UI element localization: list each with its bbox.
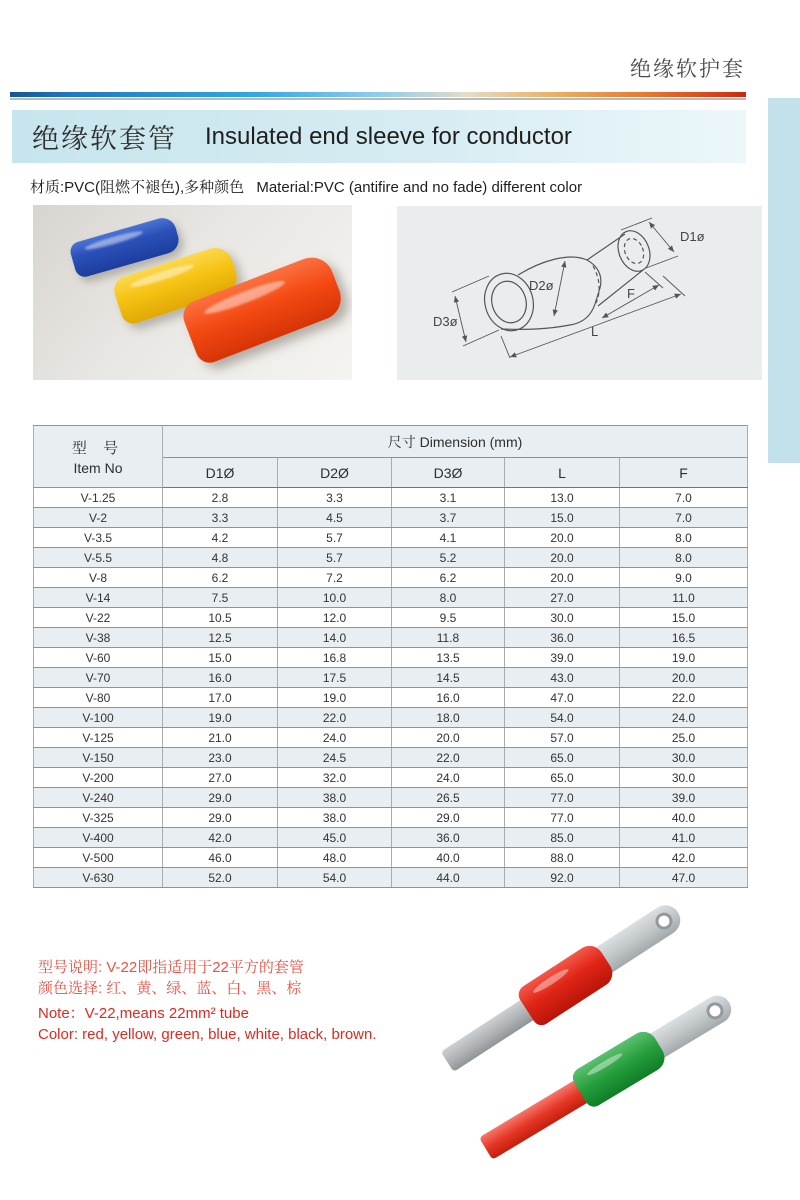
dimension-header: 尺寸 Dimension (mm) (163, 426, 748, 458)
dimension-cell: 4.2 (163, 528, 278, 548)
dimension-cell: 3.3 (163, 508, 278, 528)
dimension-cell: 19.0 (620, 648, 748, 668)
dimension-cell: 42.0 (620, 848, 748, 868)
item-no-cell: V-240 (34, 788, 163, 808)
dimension-cell: 12.5 (163, 628, 278, 648)
gray-divider (10, 98, 746, 100)
dimension-cell: 77.0 (505, 788, 620, 808)
dimension-cell: 39.0 (505, 648, 620, 668)
dimension-cell: 40.0 (392, 848, 505, 868)
note-chinese (38, 957, 304, 999)
table-row (34, 568, 748, 588)
dimension-cell: 7.2 (278, 568, 392, 588)
dimension-cell: 16.8 (278, 648, 392, 668)
dimension-cell: 92.0 (505, 868, 620, 888)
dimension-cell: 9.0 (620, 568, 748, 588)
sleeve-dimension-drawing (397, 206, 762, 380)
diagram-label-f: F (627, 286, 635, 301)
diagram-label-d3: D3ø (433, 314, 458, 329)
dimension-cell: 24.0 (620, 708, 748, 728)
table-row (34, 808, 748, 828)
dimension-cell: 77.0 (505, 808, 620, 828)
dimension-cell: 22.0 (620, 688, 748, 708)
item-no-cell: V-100 (34, 708, 163, 728)
dimension-cell: 29.0 (163, 788, 278, 808)
dimension-cell: 12.0 (278, 608, 392, 628)
dimension-cell: 65.0 (505, 768, 620, 788)
dimension-cell: 4.8 (163, 548, 278, 568)
table-row (34, 748, 748, 768)
dimension-cell: 54.0 (278, 868, 392, 888)
dimension-cell: 26.5 (392, 788, 505, 808)
dimension-cell: 30.0 (505, 608, 620, 628)
dimension-cell: 22.0 (278, 708, 392, 728)
lug-hole (703, 999, 726, 1022)
item-no-cell: V-8 (34, 568, 163, 588)
dimension-cell: 18.0 (392, 708, 505, 728)
item-no-cell: V-70 (34, 668, 163, 688)
dimension-cell: 13.0 (505, 488, 620, 508)
dimension-cell: 16.0 (163, 668, 278, 688)
item-no-cell: V-400 (34, 828, 163, 848)
dimension-cell: 5.7 (278, 548, 392, 568)
gray-cable (441, 998, 538, 1072)
item-no-cell: V-3.5 (34, 528, 163, 548)
dimension-cell: 3.7 (392, 508, 505, 528)
table-row (34, 668, 748, 688)
dimension-cell: 48.0 (278, 848, 392, 868)
dimension-cell: 27.0 (505, 588, 620, 608)
dimension-cell: 7.5 (163, 588, 278, 608)
dimension-cell: 20.0 (505, 548, 620, 568)
item-no-cell: V-2 (34, 508, 163, 528)
table-row (34, 708, 748, 728)
dimension-cell: 16.5 (620, 628, 748, 648)
lug-hole (652, 909, 676, 933)
side-accent-bar (768, 98, 800, 463)
item-no-cell: V-630 (34, 868, 163, 888)
dimension-cell: 20.0 (392, 728, 505, 748)
table-row (34, 528, 748, 548)
item-no-cell: V-150 (34, 748, 163, 768)
item-no-cell: V-22 (34, 608, 163, 628)
dimension-cell: 3.3 (278, 488, 392, 508)
note-cn-line2: 颜色选择: 红、黄、绿、蓝、白、黑、棕 (38, 980, 302, 997)
red-terminal-sleeve (515, 940, 618, 1028)
dimension-cell: 17.5 (278, 668, 392, 688)
dimension-cell: 7.0 (620, 508, 748, 528)
dimension-cell: 17.0 (163, 688, 278, 708)
item-no-header-cn: 型 号 (71, 440, 125, 457)
green-terminal-sleeve (569, 1027, 669, 1110)
table-row (34, 608, 748, 628)
table-row (34, 588, 748, 608)
dimension-cell: 3.1 (392, 488, 505, 508)
dimension-cell: 24.0 (278, 728, 392, 748)
dimension-cell: 11.0 (620, 588, 748, 608)
item-no-cell: V-80 (34, 688, 163, 708)
dimension-cell: 13.5 (392, 648, 505, 668)
dimension-cell: 88.0 (505, 848, 620, 868)
item-no-cell: V-325 (34, 808, 163, 828)
dimension-cell: 24.5 (278, 748, 392, 768)
dimension-cell: 44.0 (392, 868, 505, 888)
dimension-cell: 15.0 (163, 648, 278, 668)
col-header-d1: D1Ø (163, 458, 278, 488)
item-no-header-en: Item No (73, 460, 123, 476)
dimension-cell: 36.0 (392, 828, 505, 848)
dimension-cell: 39.0 (620, 788, 748, 808)
dimension-cell: 46.0 (163, 848, 278, 868)
dimension-cell: 19.0 (163, 708, 278, 728)
col-header-f: F (620, 458, 748, 488)
section-title-cn: 绝缘软套管 (32, 124, 177, 154)
dimension-cell: 20.0 (505, 568, 620, 588)
diagram-label-d1: D1ø (680, 229, 705, 244)
table-row (34, 688, 748, 708)
item-no-cell: V-38 (34, 628, 163, 648)
diagram-label-l: L (591, 324, 599, 339)
dimension-cell: 16.0 (392, 688, 505, 708)
dimension-cell: 4.5 (278, 508, 392, 528)
dimension-cell: 14.5 (392, 668, 505, 688)
dimension-cell: 6.2 (163, 568, 278, 588)
technical-diagram (397, 206, 762, 380)
dimension-cell: 38.0 (278, 808, 392, 828)
table-row (34, 768, 748, 788)
dimension-cell: 5.7 (278, 528, 392, 548)
gradient-divider (10, 92, 746, 97)
table-row (34, 868, 748, 888)
note-cn-line1: 型号说明: V-22即指适用于22平方的套管 (38, 959, 304, 976)
dimension-cell: 20.0 (620, 668, 748, 688)
table-row (34, 648, 748, 668)
dimension-table-container (33, 425, 747, 888)
dimension-cell: 20.0 (505, 528, 620, 548)
dimension-cell: 14.0 (278, 628, 392, 648)
table-row (34, 728, 748, 748)
col-header-d3: D3Ø (392, 458, 505, 488)
dimension-cell: 4.1 (392, 528, 505, 548)
product-photo (33, 205, 352, 380)
dimension-cell: 21.0 (163, 728, 278, 748)
table-row (34, 848, 748, 868)
dimension-cell: 9.5 (392, 608, 505, 628)
item-no-cell: V-200 (34, 768, 163, 788)
item-no-cell: V-14 (34, 588, 163, 608)
dimension-cell: 29.0 (163, 808, 278, 828)
dimension-cell: 43.0 (505, 668, 620, 688)
dimension-cell: 19.0 (278, 688, 392, 708)
item-no-header (34, 426, 163, 488)
dimension-table (33, 425, 748, 888)
dimension-cell: 10.5 (163, 608, 278, 628)
dimension-cell: 15.0 (620, 608, 748, 628)
note-en-line1: Note：V-22,means 22mm² tube (38, 1005, 249, 1022)
dimension-cell: 47.0 (620, 868, 748, 888)
item-no-cell: V-60 (34, 648, 163, 668)
table-row (34, 488, 748, 508)
section-title-en: Insulated end sleeve for conductor (205, 122, 572, 150)
dimension-cell: 15.0 (505, 508, 620, 528)
col-header-d2: D2Ø (278, 458, 392, 488)
dimension-cell: 22.0 (392, 748, 505, 768)
dimension-cell: 24.0 (392, 768, 505, 788)
dimension-cell: 42.0 (163, 828, 278, 848)
dimension-cell: 29.0 (392, 808, 505, 828)
dimension-cell: 85.0 (505, 828, 620, 848)
page-category-title: 绝缘软护套 (630, 58, 745, 81)
red-cable (479, 1078, 591, 1160)
dimension-cell: 45.0 (278, 828, 392, 848)
material-cn: 材质:PVC(阻燃不褪色),多种颜色 (30, 179, 245, 196)
dimension-cell: 2.8 (163, 488, 278, 508)
table-row (34, 508, 748, 528)
dimension-cell: 6.2 (392, 568, 505, 588)
dimension-cell: 54.0 (505, 708, 620, 728)
dimension-cell: 40.0 (620, 808, 748, 828)
table-row (34, 548, 748, 568)
item-no-cell: V-5.5 (34, 548, 163, 568)
dimension-cell: 25.0 (620, 728, 748, 748)
diagram-label-d2: D2ø (529, 278, 554, 293)
dimension-cell: 7.0 (620, 488, 748, 508)
section-title-bar (12, 110, 746, 163)
dimension-cell: 30.0 (620, 768, 748, 788)
note-en-line2: Color: red, yellow, green, blue, white, black, brown. (38, 1026, 377, 1043)
item-no-cell: V-1.25 (34, 488, 163, 508)
dimension-cell: 32.0 (278, 768, 392, 788)
table-row (34, 628, 748, 648)
dimension-cell: 47.0 (505, 688, 620, 708)
material-description (30, 176, 582, 197)
dimension-cell: 52.0 (163, 868, 278, 888)
col-header-l: L (505, 458, 620, 488)
dimension-cell: 36.0 (505, 628, 620, 648)
dimension-cell: 65.0 (505, 748, 620, 768)
dimension-cell: 38.0 (278, 788, 392, 808)
dimension-cell: 57.0 (505, 728, 620, 748)
item-no-cell: V-500 (34, 848, 163, 868)
dimension-cell: 30.0 (620, 748, 748, 768)
dimension-cell: 10.0 (278, 588, 392, 608)
table-body (34, 488, 748, 888)
table-row (34, 828, 748, 848)
dimension-cell: 8.0 (392, 588, 505, 608)
material-en: Material:PVC (antifire and no fade) different color (256, 179, 583, 196)
terminal-photo (420, 925, 800, 1175)
dimension-cell: 8.0 (620, 528, 748, 548)
note-english (38, 1003, 377, 1045)
table-row (34, 788, 748, 808)
dimension-cell: 41.0 (620, 828, 748, 848)
dimension-cell: 27.0 (163, 768, 278, 788)
item-no-cell: V-125 (34, 728, 163, 748)
dimension-cell: 8.0 (620, 548, 748, 568)
dimension-cell: 23.0 (163, 748, 278, 768)
dimension-cell: 5.2 (392, 548, 505, 568)
dimension-cell: 11.8 (392, 628, 505, 648)
